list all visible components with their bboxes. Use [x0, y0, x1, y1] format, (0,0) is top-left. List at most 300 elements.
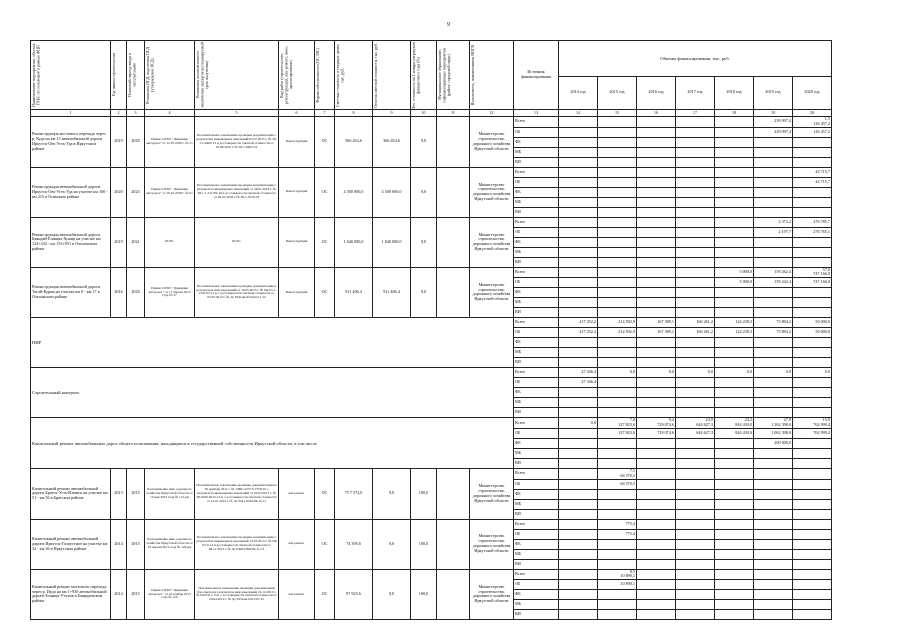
- source-label: ОБ: [514, 378, 559, 388]
- fin-value-cell: [715, 499, 754, 509]
- column-number: 10: [411, 110, 437, 117]
- fin-value: 417 252,2: [579, 319, 596, 325]
- column-number: 13: [514, 110, 559, 117]
- fin-value-cell: [754, 378, 793, 388]
- fin-value-cell: [637, 590, 676, 600]
- estimated-cost: 4 500 000,0: [335, 167, 373, 217]
- fin-value-cell: [559, 288, 598, 298]
- fin-value-cell: [676, 147, 715, 157]
- work-kind: кап.ремонт: [279, 569, 315, 620]
- fin-value-cell: [637, 157, 676, 167]
- fin-value-cell: [637, 489, 676, 499]
- fin-value-cell: [793, 499, 832, 509]
- fin-value-cell: [676, 529, 715, 539]
- fin-value-cell: [598, 489, 637, 499]
- readiness: 100,0: [411, 468, 437, 519]
- executor: Министерство строительства, дорожного хозяйства Иркутской области: [470, 167, 514, 217]
- fin-value-cell: [598, 187, 637, 197]
- table-row: [31, 167, 832, 177]
- fin-value-cell: [598, 338, 637, 348]
- fin-value-cell: [793, 247, 832, 257]
- source-label: ВИ: [514, 559, 559, 569]
- source-label: ОБ: [514, 127, 559, 137]
- source-label: МБ: [514, 298, 559, 308]
- fin-value-cell: [793, 539, 832, 549]
- fin-value-cell: [715, 489, 754, 499]
- fin-value: 127 823,6: [618, 422, 635, 428]
- fin-value-cell: [754, 167, 793, 177]
- column-number: 15: [598, 110, 637, 117]
- fin-value-cell: [598, 298, 637, 308]
- source-label: ВИ: [514, 610, 559, 620]
- object-name: Реконструкция автомобильной дороги Тагай-Курма на участке км 0 - км 17 в Ольхонском районе: [31, 267, 111, 318]
- fin-value-cell: [715, 298, 754, 308]
- fin-value-cell: [598, 247, 637, 257]
- fin-value-cell: [676, 187, 715, 197]
- fin-value-cell: [637, 529, 676, 539]
- fin-value-cell: [715, 428, 754, 438]
- fin-value-cell: [676, 398, 715, 408]
- readiness: 0,0: [411, 217, 437, 267]
- fin-value-cell: [754, 328, 793, 338]
- fin-value-cell: [754, 197, 793, 207]
- header-start: Год начала строительства: [111, 41, 127, 110]
- fin-value-cell: [793, 237, 832, 247]
- fin-value-cell: [715, 137, 754, 147]
- municipality: [437, 167, 470, 217]
- fin-value-cell: [676, 338, 715, 348]
- start-year: 2014: [111, 569, 127, 620]
- header-rest: Остаток сметной стоимости, тыс. руб.: [373, 41, 411, 110]
- psd-details: Распоряжение мин. дорожного хозяйства Иркутской области от 15 мая 2013 года № 115-рм: [145, 468, 195, 519]
- fin-value-cell: [754, 539, 793, 549]
- header-end: Плановый период ввода в эксплуатацию: [127, 41, 145, 110]
- fin-value-cell: [598, 157, 637, 167]
- fin-value: 44 715,7: [815, 168, 830, 174]
- fin-value-cell: [754, 247, 793, 257]
- executor: Министерство строительства, дорожного хозяйства Иркутской области: [470, 519, 514, 569]
- fin-value-cell: [754, 187, 793, 197]
- fin-value-cell: [676, 207, 715, 217]
- fin-value-cell: [637, 308, 676, 318]
- executor: Министерство строительства, дорожного хозяйства Иркутской области: [470, 468, 514, 519]
- fin-value-cell: [676, 288, 715, 298]
- fin-value-cell: [715, 418, 754, 429]
- fin-value-cell: [598, 600, 637, 610]
- municipality: [437, 217, 470, 267]
- column-number: 17: [676, 110, 715, 117]
- fin-value-cell: [559, 358, 598, 368]
- expert-details: Положительное заключение проверки документации о результатах инженерных изысканий 03.07.2015 г. № 38-1-5-0465-15 и достоверности сметной стоимости от 19.08.2016 г. № 38-1-0465-16: [195, 117, 279, 168]
- fin-value-cell: [637, 348, 676, 358]
- fin-value: 644 627,3: [696, 422, 713, 428]
- fin-value-cell: [793, 278, 832, 288]
- fin-value-cell: [676, 237, 715, 247]
- fin-value-cell: [793, 127, 832, 137]
- fin-value-cell: [559, 569, 598, 580]
- fin-value-cell: [598, 468, 637, 479]
- fin-value: 124 238,3: [735, 329, 752, 335]
- remaining-cost: 0,0: [373, 519, 411, 569]
- fin-value: 73 894,2: [776, 319, 791, 325]
- fin-value-cell: [559, 549, 598, 559]
- fin-value-cell: [637, 580, 676, 590]
- fin-value-cell: [715, 408, 754, 418]
- fin-value-cell: [793, 197, 832, 207]
- fin-value-cell: [754, 489, 793, 499]
- fin-value-cell: [715, 448, 754, 458]
- fin-value-cell: [559, 227, 598, 237]
- psd-details: Приказ ОГКУ "Дирекция автодорог" от 17 апреля 2013 года № 57: [145, 267, 195, 318]
- fin-value-cell: [637, 177, 676, 187]
- fin-value: 1 062 398,0: [771, 430, 791, 436]
- fin-top-value: 0,5: [629, 569, 635, 574]
- fin-value: 0,0: [785, 369, 791, 375]
- fin-value-cell: [676, 197, 715, 207]
- fin-value-cell: [676, 127, 715, 137]
- fin-value: 2 197,7: [778, 228, 791, 234]
- header-ready: Тех. готовность на 1 января очередного финансового года (%): [411, 41, 437, 110]
- fin-value-cell: [559, 318, 598, 328]
- source-label: МБ: [514, 147, 559, 157]
- fin-value-cell: [676, 278, 715, 288]
- fin-value-cell: [793, 358, 832, 368]
- fin-value-cell: [637, 499, 676, 509]
- ownership: ОС: [315, 519, 335, 569]
- source-label: ФБ: [514, 438, 559, 448]
- fin-value: 775,4: [625, 530, 635, 536]
- fin-value-cell: [793, 167, 832, 177]
- column-numbers-row: [31, 110, 832, 117]
- fin-value-cell: [559, 368, 598, 378]
- fin-value-cell: [637, 610, 676, 620]
- fin-value-cell: [754, 479, 793, 489]
- fin-value-cell: [598, 408, 637, 418]
- source-label: МБ: [514, 398, 559, 408]
- fin-value-cell: [637, 338, 676, 348]
- fin-value-cell: [793, 438, 832, 448]
- source-label: ОБ: [514, 580, 559, 590]
- fin-value-cell: [676, 348, 715, 358]
- remaining-cost: 4 500 000,0: [373, 167, 411, 217]
- fin-value-cell: [676, 509, 715, 519]
- source-label: ВИ: [514, 157, 559, 167]
- fin-value-cell: [559, 489, 598, 499]
- column-number: 2: [111, 110, 127, 117]
- fin-value-cell: [598, 569, 637, 580]
- end-year: 2023: [127, 167, 145, 217]
- fin-value-cell: [793, 468, 832, 479]
- fin-value-cell: [793, 489, 832, 499]
- fin-value-cell: [637, 127, 676, 137]
- fin-value-cell: [793, 418, 832, 429]
- fin-value-cell: [559, 137, 598, 147]
- header-expert: Реквизиты положительного заключения экспертизы (планируемый срок получения): [195, 41, 279, 110]
- fin-value-cell: [598, 529, 637, 539]
- fin-value-cell: [637, 600, 676, 610]
- fin-value-cell: [559, 509, 598, 519]
- fin-value-cell: [715, 147, 754, 157]
- table-row: [31, 217, 832, 227]
- fin-value-cell: [637, 318, 676, 328]
- fin-value: 126 457,2: [813, 128, 830, 134]
- fin-value-cell: [637, 378, 676, 388]
- column-number: 16: [637, 110, 676, 117]
- fin-value: 0,0: [668, 369, 674, 375]
- fin-value-cell: [559, 529, 598, 539]
- table-row: [31, 267, 832, 278]
- fin-value-cell: [559, 448, 598, 458]
- ownership: ОС: [315, 468, 335, 519]
- header-cost: Сметная стоимость в текущих ценах, тыс. руб.: [335, 41, 373, 110]
- fin-value-cell: [754, 499, 793, 509]
- fin-value-cell: [793, 328, 832, 338]
- fin-value-cell: [715, 288, 754, 298]
- fin-value: 844 430,0: [735, 422, 752, 428]
- fin-value-cell: [715, 117, 754, 128]
- fin-value-cell: [559, 237, 598, 247]
- fin-value-cell: [676, 388, 715, 398]
- fin-value-cell: [598, 539, 637, 549]
- remaining-cost: 0,0: [373, 468, 411, 519]
- ownership: ОС: [315, 569, 335, 620]
- fin-value-cell: [754, 448, 793, 458]
- fin-value-cell: [676, 298, 715, 308]
- source-label: ВИ: [514, 458, 559, 468]
- fin-value-cell: [754, 529, 793, 539]
- fin-value: 10 890,1: [620, 573, 635, 579]
- fin-value: 417 252,2: [579, 329, 596, 335]
- fin-value-cell: [793, 348, 832, 358]
- source-label: ОБ: [514, 278, 559, 288]
- fin-value-cell: [754, 590, 793, 600]
- fin-value-cell: [637, 117, 676, 128]
- fin-value: 214 592,9: [618, 329, 635, 335]
- fin-value-cell: [754, 318, 793, 328]
- table-row: [31, 368, 832, 378]
- source-label: ФБ: [514, 338, 559, 348]
- fin-value-cell: [715, 338, 754, 348]
- fin-value-cell: [793, 207, 832, 217]
- work-kind: Реконструкция: [279, 117, 315, 168]
- source-label: МБ: [514, 348, 559, 358]
- fin-value-cell: [715, 308, 754, 318]
- start-year: 2019: [111, 117, 127, 168]
- fin-value-cell: [715, 257, 754, 267]
- fin-value-cell: [715, 368, 754, 378]
- fin-value-cell: [676, 408, 715, 418]
- fin-value-cell: [676, 247, 715, 257]
- fin-value-cell: [793, 308, 832, 318]
- fin-top-value: 15,9: [822, 417, 830, 423]
- fin-value-cell: [559, 590, 598, 600]
- column-number: 20: [793, 110, 832, 117]
- section-label: Строительный контроль: [31, 368, 514, 418]
- start-year: 2020: [111, 167, 127, 217]
- column-number: 19: [754, 110, 793, 117]
- object-name: Реконструкция автомобильной дороги Баяндай-Еланцы-Хужир на участке км 124+332 - км 153+951 в Ольхонском районе: [31, 217, 111, 267]
- ownership: ОС: [315, 167, 335, 217]
- fin-top-value: 57,0: [822, 267, 830, 272]
- fin-value: 159 242,4: [774, 279, 791, 285]
- source-label: ОБ: [514, 428, 559, 438]
- fin-value-cell: [598, 509, 637, 519]
- source-label: ВИ: [514, 408, 559, 418]
- header-year-2020: 2020 год: [793, 76, 832, 110]
- object-name: Реконструкция автомобильной дороги Иркутск-Оек-Усть-Уда на участке км 160 - км 215 в Осинском районе: [31, 167, 111, 217]
- table-row: [31, 117, 832, 128]
- fin-value-cell: [598, 519, 637, 529]
- fin-value: 5 000,0: [739, 269, 752, 275]
- fin-value-cell: [715, 529, 754, 539]
- source-label: МБ: [514, 549, 559, 559]
- fin-value-cell: [754, 147, 793, 157]
- source-label: Всего: [514, 318, 559, 328]
- fin-value-cell: [715, 177, 754, 187]
- fin-value-cell: [559, 278, 598, 288]
- fin-top-value: 24,2: [744, 417, 752, 423]
- fin-value: 0,0: [824, 369, 830, 375]
- fin-value-cell: [754, 580, 793, 590]
- fin-value: 66 570,5: [620, 480, 635, 486]
- readiness: 100,0: [411, 569, 437, 620]
- column-number: 14: [559, 110, 598, 117]
- fin-value-cell: [676, 519, 715, 529]
- source-label: ОБ: [514, 479, 559, 489]
- fin-value-cell: [559, 428, 598, 438]
- fin-value-cell: [598, 428, 637, 438]
- object-name: Капитальный ремонт автомобильной дороги Братск-Усть-Илимск на участке км 51 - км 56 в Братском районе: [31, 468, 111, 519]
- header-municipality: Муниципальное образование, софинансирующее мероприятия (район, городской округ): [437, 41, 470, 110]
- fin-value-cell: [793, 157, 832, 167]
- fin-value-cell: [598, 358, 637, 368]
- fin-value-cell: [637, 147, 676, 157]
- fin-value-cell: [715, 318, 754, 328]
- source-label: МБ: [514, 197, 559, 207]
- fin-value-cell: [754, 207, 793, 217]
- fin-value-cell: [559, 468, 598, 479]
- estimated-cost: 97 925,6: [335, 569, 373, 620]
- expert-details: Положительное заключение проверки документации о результатах инженерных изысканий 13.03.2013 г. № Пи 03-0-13 и достоверности сметной стоимости от 06.11.2013 г. № Дс 0399-0399/06-11-13: [195, 519, 279, 569]
- fin-value: 239 997,4: [774, 128, 791, 134]
- header-psd: Реквизиты ПСД, подготовка ПСД (утверждение ПСД): [145, 41, 195, 110]
- fin-value-cell: [559, 328, 598, 338]
- fin-value-cell: [559, 127, 598, 137]
- end-year: 2021: [127, 217, 145, 267]
- table-row: [31, 418, 832, 429]
- column-number: 8: [335, 110, 373, 117]
- fin-value: 200 000,0: [774, 440, 791, 446]
- source-label: МБ: [514, 600, 559, 610]
- fin-value: 276 785,7: [813, 218, 830, 224]
- fin-value-cell: [598, 207, 637, 217]
- fin-value-cell: [715, 167, 754, 177]
- source-label: Всего: [514, 117, 559, 128]
- executor: Министерство строительства, дорожного хозяйства Иркутской области: [470, 569, 514, 620]
- readiness: 0,0: [411, 117, 437, 168]
- fin-value-cell: [559, 177, 598, 187]
- expert-details: Положительное заключение проверки документации (без сметы) и результатов инж изысканий 19.12.2013 г. № Пи 0311-13 и о достоверности сметной стоимости от 24.04.2014 г. № Дс 0451пи-0451/07-22: [195, 569, 279, 620]
- fin-value: 214 592,9: [618, 319, 635, 325]
- fin-value-cell: [559, 438, 598, 448]
- fin-value-cell: [598, 388, 637, 398]
- fin-value-cell: [637, 167, 676, 177]
- header-ownership: Форма собственности (ОС, МС): [315, 41, 335, 110]
- fin-value-cell: [637, 458, 676, 468]
- fin-top-value: 1,5: [824, 116, 830, 121]
- fin-value-cell: [598, 549, 637, 559]
- object-name: Капитальный ремонт мостового перехода через р. Иуда на км 1+930 автомобильной дороги Еланцы-Утулик в Баяндаевском районе: [31, 569, 111, 620]
- fin-value-cell: [637, 408, 676, 418]
- fin-value-cell: [793, 217, 832, 227]
- fin-value-cell: [559, 539, 598, 549]
- fin-value-cell: [676, 479, 715, 489]
- fin-value-cell: [793, 267, 832, 278]
- header-kind: Вид работ (строительство, реконструкция, кап. ремонт, иное, проектирование): [279, 41, 315, 110]
- fin-value: 276 765,1: [813, 228, 830, 234]
- column-number: 9: [373, 110, 411, 117]
- fin-value: 73 894,2: [776, 329, 791, 335]
- fin-value-cell: [559, 187, 598, 197]
- fin-value-cell: [754, 338, 793, 348]
- source-label: Всего: [514, 167, 559, 177]
- header-year-2016: 2016 год: [637, 76, 676, 110]
- fin-value-cell: [676, 157, 715, 167]
- header-year-2014: 2014 год: [559, 76, 598, 110]
- fin-value-cell: [754, 288, 793, 298]
- fin-value-cell: [637, 358, 676, 368]
- fin-value-cell: [754, 600, 793, 610]
- fin-value-cell: [676, 499, 715, 509]
- start-year: 2013: [111, 468, 127, 519]
- fin-value-cell: [793, 227, 832, 237]
- fin-value-cell: [598, 348, 637, 358]
- source-label: МБ: [514, 499, 559, 509]
- fin-value-cell: [559, 479, 598, 489]
- fin-value-cell: [598, 499, 637, 509]
- ownership: ОС: [315, 217, 335, 267]
- fin-value-cell: [598, 479, 637, 489]
- fin-value-cell: [754, 127, 793, 137]
- fin-value-cell: [676, 177, 715, 187]
- fin-value-cell: [637, 448, 676, 458]
- source-label: Всего: [514, 267, 559, 278]
- fin-value-cell: [754, 398, 793, 408]
- header-financing: Объемы финансирования, тыс. руб.: [559, 41, 832, 77]
- fin-value-cell: [715, 559, 754, 569]
- fin-value: 1 262 398,0: [771, 422, 791, 428]
- fin-value-cell: [715, 468, 754, 479]
- fin-value-cell: [793, 398, 832, 408]
- page-number: 9: [447, 22, 450, 28]
- fin-value: 50 000,0: [815, 319, 830, 325]
- fin-value-cell: [715, 519, 754, 529]
- fin-value-cell: [559, 348, 598, 358]
- section-label: ПИР: [31, 318, 514, 368]
- fin-value-cell: [715, 247, 754, 257]
- fin-value-cell: [676, 468, 715, 479]
- fin-value-cell: [598, 117, 637, 128]
- fin-value-cell: [715, 197, 754, 207]
- remaining-cost: 0,0: [373, 569, 411, 620]
- fin-value-cell: [754, 217, 793, 227]
- fin-top-value: 0,0: [590, 419, 596, 425]
- remaining-cost: 1 640 000,0: [373, 217, 411, 267]
- fin-value-cell: [637, 247, 676, 257]
- end-year: 2015: [127, 569, 145, 620]
- fin-value: 0,0: [707, 369, 713, 375]
- fin-value-cell: [559, 207, 598, 217]
